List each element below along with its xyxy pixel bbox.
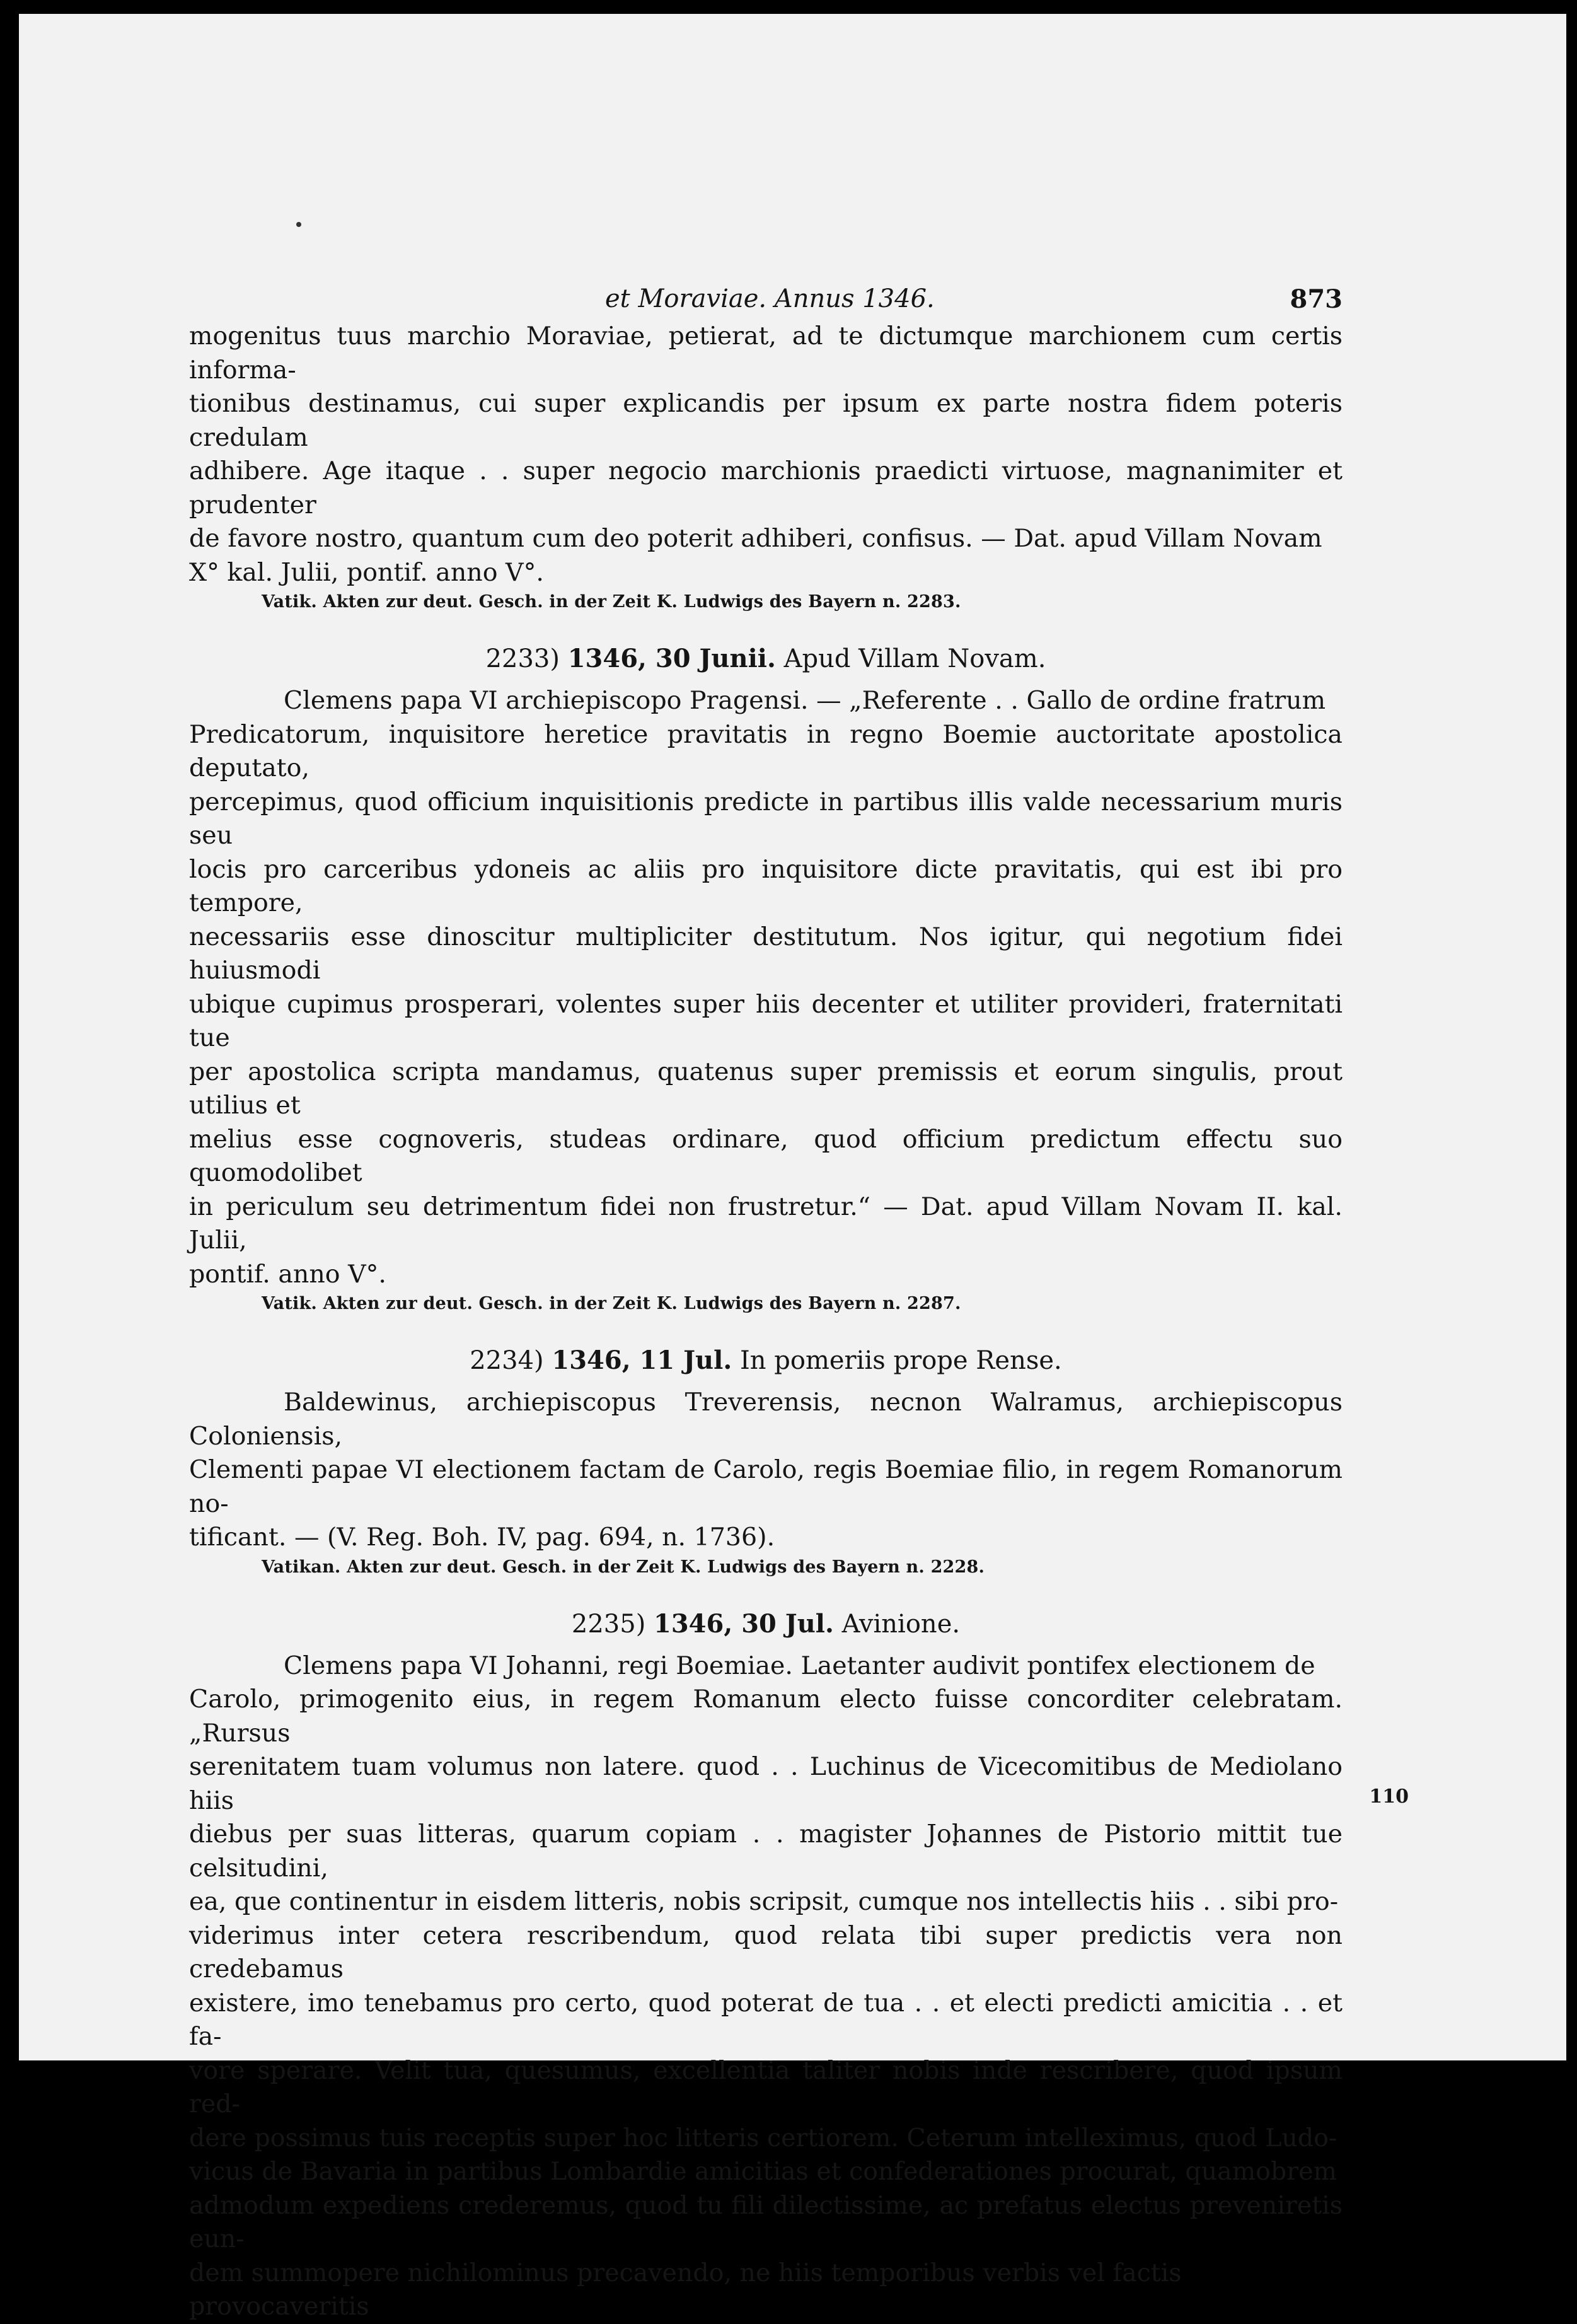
text-line: Predicatorum, inquisitore heretice pravitatis in regno Boemie auctoritate apostolica deputato, — [189, 719, 1343, 782]
running-title: et Moraviae. Annus 1346. — [605, 284, 935, 313]
text-line: in periculum seu detrimentum fidei non frustretur.“ — Dat. apud Villam Novam II. kal. Julii, — [189, 1192, 1343, 1255]
entry-date: 1346, 30 Junii. — [567, 644, 776, 673]
text-line: de favore nostro, quantum cum deo poterit adhiberi, confisus. — Dat. apud Villam Novam — [189, 524, 1322, 553]
page-sheet — [19, 14, 1566, 2321]
text-line: mogenitus tuus marchio Moraviae, petierat, ad te dictumque marchionem cum certis informa- — [189, 322, 1343, 385]
text-line: diebus per suas litteras, quarum copiam . . magister Johannes de Pistorio mittit tue celsitudini, — [189, 1820, 1343, 1883]
text-area — [189, 276, 1343, 2324]
text-line: dem summopere nichilominus precavendo, ne hiis temporibus verbis vel factis provocaveritis — [189, 2258, 1182, 2321]
text-line: serenitatem tuam volumus non latere. quod . . Luchinus de Vicecomitibus de Mediolano hiis — [189, 1752, 1343, 1815]
entry-place: In pomeriis prope Rense. — [739, 1346, 1062, 1375]
entry-heading — [189, 1343, 1343, 1378]
text-line: necessariis esse dinoscitur multipliciter destitutum. Nos igitur, qui negotium fidei huiusmodi — [189, 922, 1343, 985]
source-note: Vatikan. Akten zur deut. Gesch. in der Zeit K. Ludwigs des Bayern n. 2228. — [262, 1557, 985, 1577]
text-line: adhibere. Age itaque . . super negocio marchionis praedicti virtuose, magnanimiter et prudenter — [189, 456, 1343, 520]
text-line: vicus de Bavaria in partibus Lombardie amicitias et confederationes procurat, quamobrem — [189, 2157, 1337, 2186]
text-line: melius esse cognoveris, studeas ordinare, quod officium predictum effectu suo quomodolibet — [189, 1124, 1343, 1187]
text-line: tionibus destinamus, cui super explicandis per ipsum ex parte nostra fidem poteris credulam — [189, 389, 1343, 452]
text-line: Clemens papa VI archiepiscopo Pragensi. — „Referente . . Gallo de ordine fratrum — [284, 686, 1326, 715]
text-line: ubique cupimus prosperari, volentes super hiis decenter et utiliter provideri, fraternitati tue — [189, 989, 1343, 1052]
entry-number: 2233) — [485, 644, 560, 673]
text-line: per apostolica scripta mandamus, quatenus super premissis et eorum singulis, prout utilius et — [189, 1057, 1343, 1120]
text-line: viderimus inter cetera rescribendum, quod relata tibi super predictis vera non credebamus — [189, 1920, 1343, 1984]
entry-date: 1346, 11 Jul. — [552, 1345, 732, 1375]
entry-heading — [189, 1606, 1343, 1642]
entry-number: 2235) — [571, 1609, 646, 1639]
text-line: Baldewinus, archiepiscopus Treverensis, necnon Walramus, archiepiscopus Coloniensis, — [189, 1388, 1343, 1451]
text-line: vore sperare. Velit tua, quesumus, excellentia taliter nobis inde rescribere, quod ipsum red- — [189, 2055, 1343, 2118]
page-number: 873 — [1290, 284, 1343, 314]
text-line: Clemens papa VI Johanni, regi Boemiae. Laetanter audivit pontifex electionem de — [284, 1651, 1315, 1680]
text-line: X° kal. Julii, pontif. anno V°. — [189, 557, 544, 587]
text-line: Carolo, primogenito eius, in regem Romanum electo fuisse concorditer celebratam. „Rursus — [189, 1685, 1343, 1748]
entry-date: 1346, 30 Jul. — [654, 1608, 834, 1639]
entry-number: 2234) — [470, 1346, 544, 1375]
text-line: tificant. — (V. Reg. Boh. IV, pag. 694, n. 1736). — [189, 1523, 775, 1552]
entry-place: Apud Villam Novam. — [783, 644, 1046, 673]
source-note: Vatik. Akten zur deut. Gesch. in der Zeit K. Ludwigs des Bayern n. 2283. — [262, 592, 961, 612]
source-note: Vatik. Akten zur deut. Gesch. in der Zeit K. Ludwigs des Bayern n. 2287. — [262, 1294, 961, 1313]
text-line: existere, imo tenebamus pro certo, quod poterat de tua . . et electi predicti amicitia . . et fa- — [189, 1988, 1343, 2051]
entry-heading — [189, 641, 1343, 677]
text-line: admodum expediens crederemus, quod tu fili dilectissime, ac prefatus electus preveniretis eun- — [189, 2190, 1343, 2253]
text-line: ea, que continentur in eisdem litteris, nobis scripsit, cumque nos intellectis hiis . . sibi pro- — [189, 1887, 1339, 1916]
text-line: percepimus, quod officium inquisitionis predicte in partibus illis valde necessarium muris seu — [189, 787, 1343, 850]
text-line: Clementi papae VI electionem factam de Carolo, regis Boemiae filio, in regem Romanorum no- — [189, 1455, 1343, 1518]
speck — [296, 222, 301, 227]
running-head — [189, 276, 1343, 320]
signature-mark: 110 — [1369, 1786, 1409, 1808]
text-line: locis pro carceribus ydoneis ac aliis pro inquisitore dicte pravitatis, qui est ibi pro tempore, — [189, 854, 1343, 917]
text-line: pontif. anno V°. — [189, 1259, 386, 1289]
text-line: dere possimus tuis receptis super hoc litteris certiorem. Ceterum intelleximus, quod Ludo- — [189, 2123, 1337, 2153]
entry-place: Avinione. — [841, 1609, 961, 1639]
